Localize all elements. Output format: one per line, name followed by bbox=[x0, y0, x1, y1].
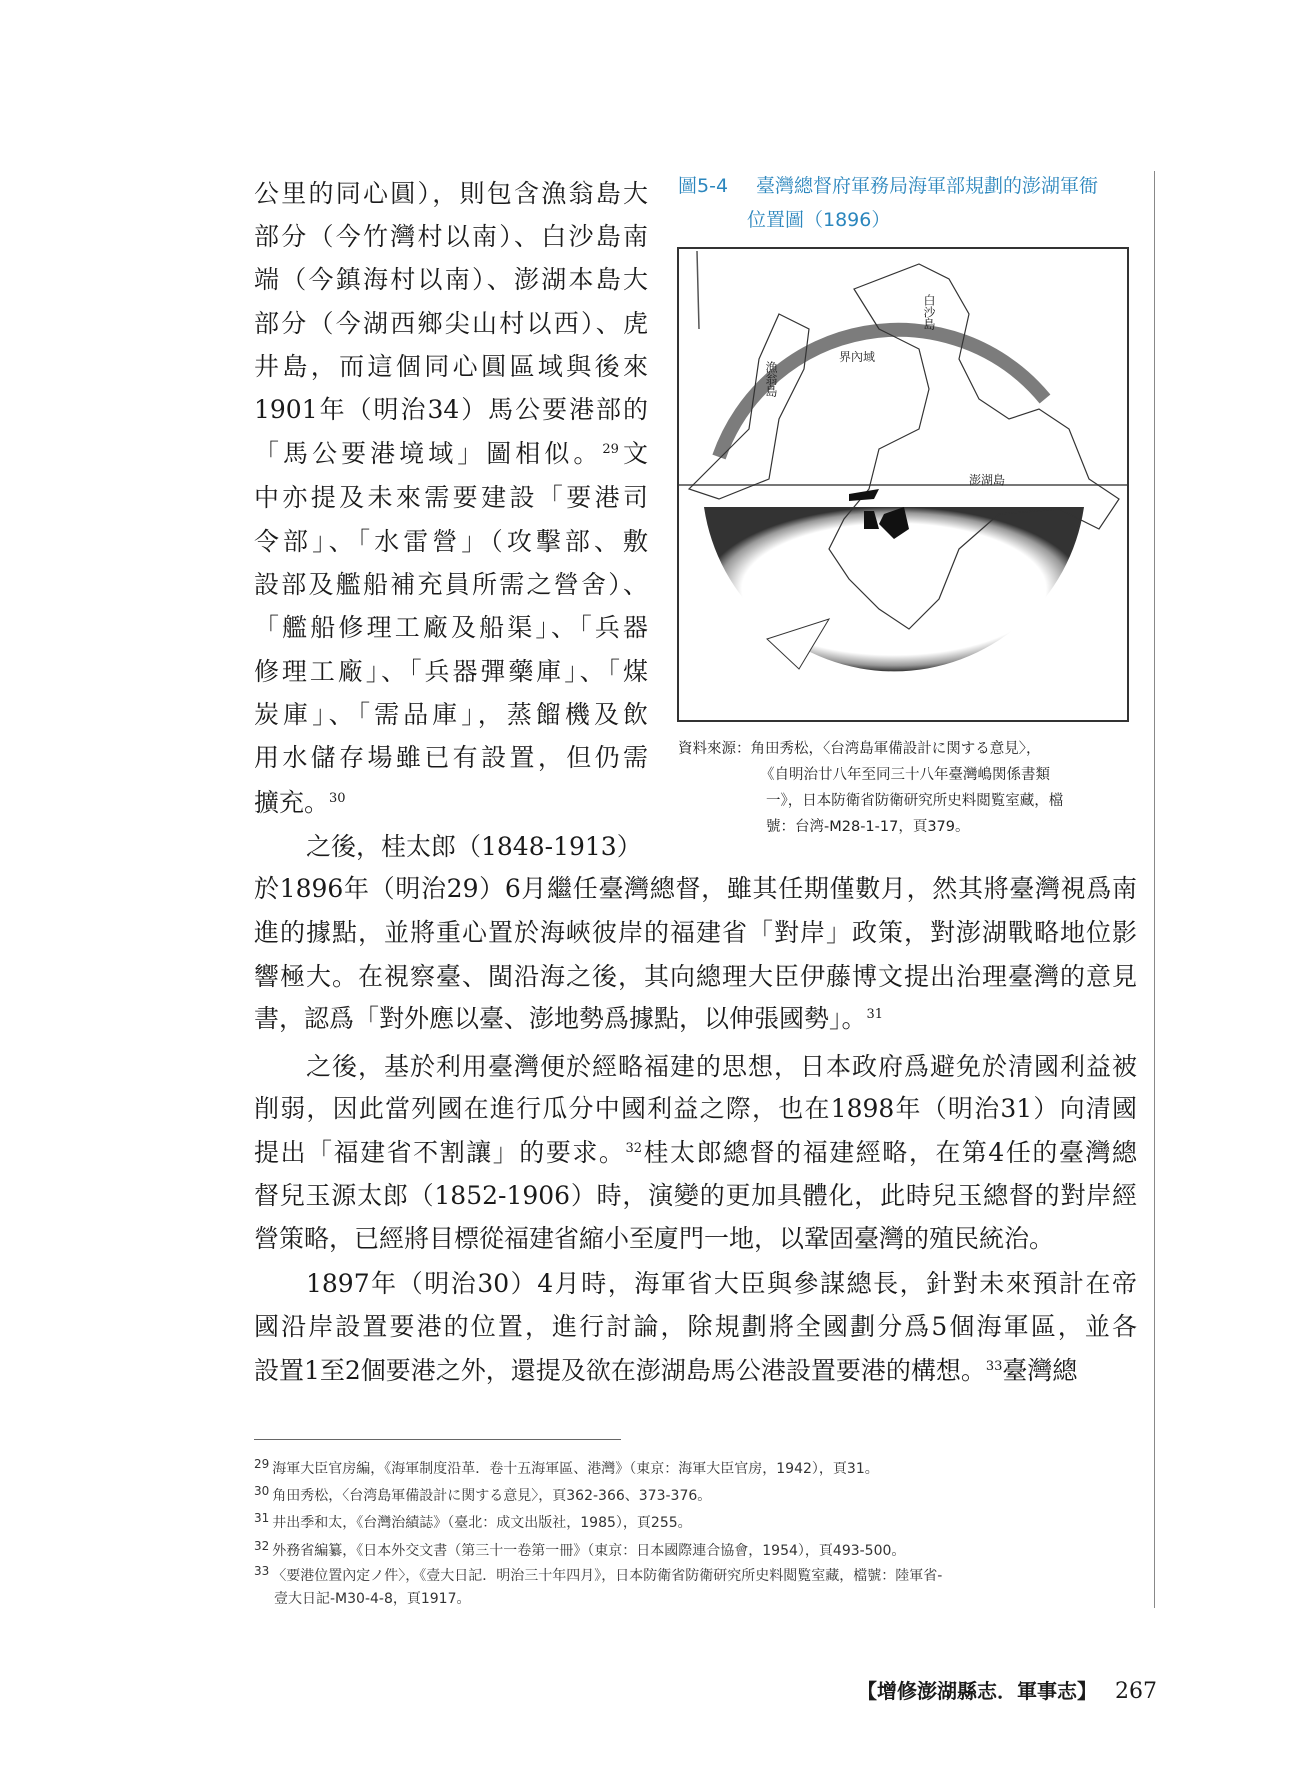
footnote-number: 29 bbox=[254, 1457, 270, 1471]
text-line bbox=[254, 955, 1137, 999]
running-title: 【增修澎湖縣志．軍事志】 bbox=[857, 1679, 1097, 1703]
text-segment: 部分（今竹灣村以南）、白沙島南 bbox=[254, 222, 648, 251]
text-line bbox=[254, 1045, 1137, 1089]
footnote bbox=[254, 1506, 692, 1535]
text-segment: 炭庫」、「需品庫」，蒸餾機及飲 bbox=[254, 700, 648, 729]
text-segment: 進的據點，並將重心置於海峽彼岸的福建省「對岸」政策，對澎湖戰略地位影 bbox=[254, 918, 1137, 947]
footnote-number: 32 bbox=[254, 1539, 270, 1553]
text-line bbox=[254, 825, 648, 869]
text-segment: 文 bbox=[618, 439, 648, 468]
text-line bbox=[254, 563, 648, 607]
footnote-reference: 31 bbox=[866, 1007, 884, 1022]
text-segment: 提出「福建省不割讓」的要求。 bbox=[254, 1138, 626, 1167]
text-segment: 井島，而這個同心圓區域與後來 bbox=[254, 352, 648, 381]
text-line bbox=[254, 172, 648, 216]
text-line bbox=[254, 911, 1137, 955]
footnote-rule bbox=[254, 1439, 621, 1440]
footnote-text: 海軍大臣官房編，《海軍制度沿革．卷十五海軍區、港灣》（東京：海軍大臣官房，1942），頁31。 bbox=[272, 1461, 879, 1477]
text-segment: 之後，桂太郎（1848-1913） bbox=[306, 832, 642, 861]
column-rule bbox=[1154, 171, 1155, 1608]
text-line bbox=[254, 1087, 1137, 1131]
text-segment: 中亦提及未來需要建設「要港司 bbox=[254, 483, 648, 512]
text-segment: 部分（今湖西鄉尖山村以西）、虎 bbox=[254, 309, 648, 338]
text-segment: 督兒玉源太郎（1852-1906）時，演變的更加具體化，此時兒玉總督的對岸經 bbox=[254, 1181, 1137, 1210]
text-line bbox=[254, 215, 648, 259]
map-image bbox=[679, 249, 1127, 720]
figure-caption-line-1 bbox=[678, 171, 1098, 201]
footnote-number: 31 bbox=[254, 1511, 270, 1525]
figure-caption-line-2: 位置圖（1896） bbox=[747, 209, 891, 231]
text-segment: 用水儲存場雖已有設置，但仍需 bbox=[254, 743, 648, 772]
footnote-number: 33 bbox=[254, 1564, 270, 1578]
footnote bbox=[254, 1452, 879, 1481]
footnote-reference: 33 bbox=[985, 1359, 1003, 1374]
text-line bbox=[254, 476, 648, 520]
text-line bbox=[254, 650, 648, 694]
text-line bbox=[254, 520, 648, 564]
text-line bbox=[254, 432, 648, 476]
map-label-yuweng: 漁翁島 bbox=[764, 361, 778, 397]
figure-source-line: 資料來源：角田秀松，〈台湾島軍備設計に関する意見〉， bbox=[678, 741, 1041, 757]
footnote-text: 壹大日記-M30-4-8，頁1917。 bbox=[274, 1591, 471, 1607]
footnote bbox=[254, 1479, 711, 1508]
text-segment: 營策略，已經將目標從福建省縮小至廈門一地，以鞏固臺灣的殖民統治。 bbox=[254, 1224, 1055, 1253]
text-line bbox=[254, 1305, 1137, 1349]
footnote-text: 角田秀松，〈台湾島軍備設計に関する意見〉，頁362-366、373-376。 bbox=[272, 1488, 712, 1504]
text-segment: 1897年（明治30）4月時，海軍省大臣與參謀總長，針對未來預計在帝 bbox=[306, 1269, 1137, 1298]
footnote-reference: 30 bbox=[329, 791, 346, 806]
text-line bbox=[254, 1217, 1137, 1261]
footnote-text: 〈要港位置內定ノ件〉，《壹大日記．明治三十年四月》，日本防衛省防衛研究所史料閲覧室藏，檔號：陸軍省- bbox=[272, 1568, 943, 1584]
text-line bbox=[254, 302, 648, 346]
text-segment: 於1896年（明治29）6月繼任臺灣總督，雖其任期僅數月，然其將臺灣視爲南 bbox=[254, 874, 1137, 903]
text-line bbox=[254, 1349, 1137, 1393]
text-segment: 「艦船修理工廠及船渠」、「兵器 bbox=[254, 613, 648, 642]
text-segment: 設部及艦船補充員所需之營舍）、 bbox=[254, 570, 648, 599]
text-line bbox=[254, 997, 1137, 1041]
footnote bbox=[274, 1587, 471, 1611]
footnote bbox=[254, 1559, 942, 1588]
figure-source-line: 《自明治廿八年至同三十八年臺灣嶋関係書類 bbox=[760, 767, 1050, 783]
text-segment: 「馬公要港境域」圖相似。 bbox=[254, 439, 603, 468]
text-line bbox=[254, 388, 648, 432]
text-segment: 公里的同心圓），則包含漁翁島大 bbox=[254, 179, 648, 208]
text-segment: 之後，基於利用臺灣便於經略福建的思想，日本政府爲避免於清國利益被 bbox=[306, 1052, 1137, 1081]
text-segment: 1901年（明治34）馬公要港部的 bbox=[254, 395, 648, 424]
text-segment: 削弱，因此當列國在進行瓜分中國利益之際，也在1898年（明治31）向清國 bbox=[254, 1094, 1137, 1123]
text-line bbox=[254, 736, 648, 780]
text-segment: 令部」、「水雷營」（攻擊部、敷 bbox=[254, 527, 648, 556]
text-segment: 端（今鎮海村以南）、澎湖本島大 bbox=[254, 265, 648, 294]
historical-map-figure bbox=[677, 247, 1129, 722]
text-segment: 國沿岸設置要港的位置，進行討論，除規劃將全國劃分爲5個海軍區，並各 bbox=[254, 1312, 1137, 1341]
page-number: 267 bbox=[1115, 1679, 1157, 1704]
footnote-reference: 32 bbox=[625, 1141, 642, 1156]
footnote-text: 井出季和太，《台灣治績誌》（臺北：成文出版社，1985），頁255。 bbox=[272, 1515, 692, 1531]
text-line bbox=[254, 606, 648, 650]
map-label-penghu: 澎湖島 bbox=[969, 473, 1006, 487]
text-line bbox=[254, 1262, 1137, 1306]
text-segment: 擴充。 bbox=[254, 788, 330, 817]
text-segment: 響極大。在視察臺、閩沿海之後，其向總理大臣伊藤博文提出治理臺灣的意見 bbox=[254, 962, 1137, 991]
figure-source-line: 一》，日本防衛省防衛研究所史料閲覧室藏，檔 bbox=[766, 793, 1064, 809]
text-line bbox=[254, 1131, 1137, 1175]
text-line bbox=[254, 1174, 1137, 1218]
map-label-zone: 界內域 bbox=[839, 350, 876, 364]
text-line bbox=[254, 781, 648, 825]
text-line bbox=[254, 867, 1137, 911]
text-segment: 設置1至2個要港之外，還提及欲在澎湖島馬公港設置要港的構想。 bbox=[254, 1356, 986, 1385]
map-label-baisha: 白沙島 bbox=[922, 294, 936, 330]
figure-title: 臺灣總督府軍務局海軍部規劃的澎湖軍衙 bbox=[756, 175, 1099, 197]
text-line bbox=[254, 345, 648, 389]
footnote-number: 30 bbox=[254, 1484, 270, 1498]
text-segment: 桂太郎總督的福建經略，在第4任的臺灣總 bbox=[641, 1138, 1137, 1167]
footnote-text: 外務省編纂，《日本外交文書（第三十一卷第一冊》（東京：日本國際連合協會，1954），頁493-500。 bbox=[272, 1543, 906, 1559]
text-segment: 書，認爲「對外應以臺、澎地勢爲據點，以伸張國勢」。 bbox=[254, 1004, 867, 1033]
text-segment: 修理工廠」、「兵器彈藥庫」、「煤 bbox=[254, 657, 648, 686]
text-line bbox=[254, 693, 648, 737]
footnote-reference: 29 bbox=[602, 442, 619, 457]
page-footer bbox=[857, 1675, 1157, 1704]
text-line bbox=[254, 258, 648, 302]
figure-source-line: 號：台湾-M28-1-17，頁379。 bbox=[766, 819, 970, 835]
text-segment: 臺灣總 bbox=[1002, 1356, 1078, 1385]
figure-label: 圖5-4 bbox=[678, 175, 729, 197]
